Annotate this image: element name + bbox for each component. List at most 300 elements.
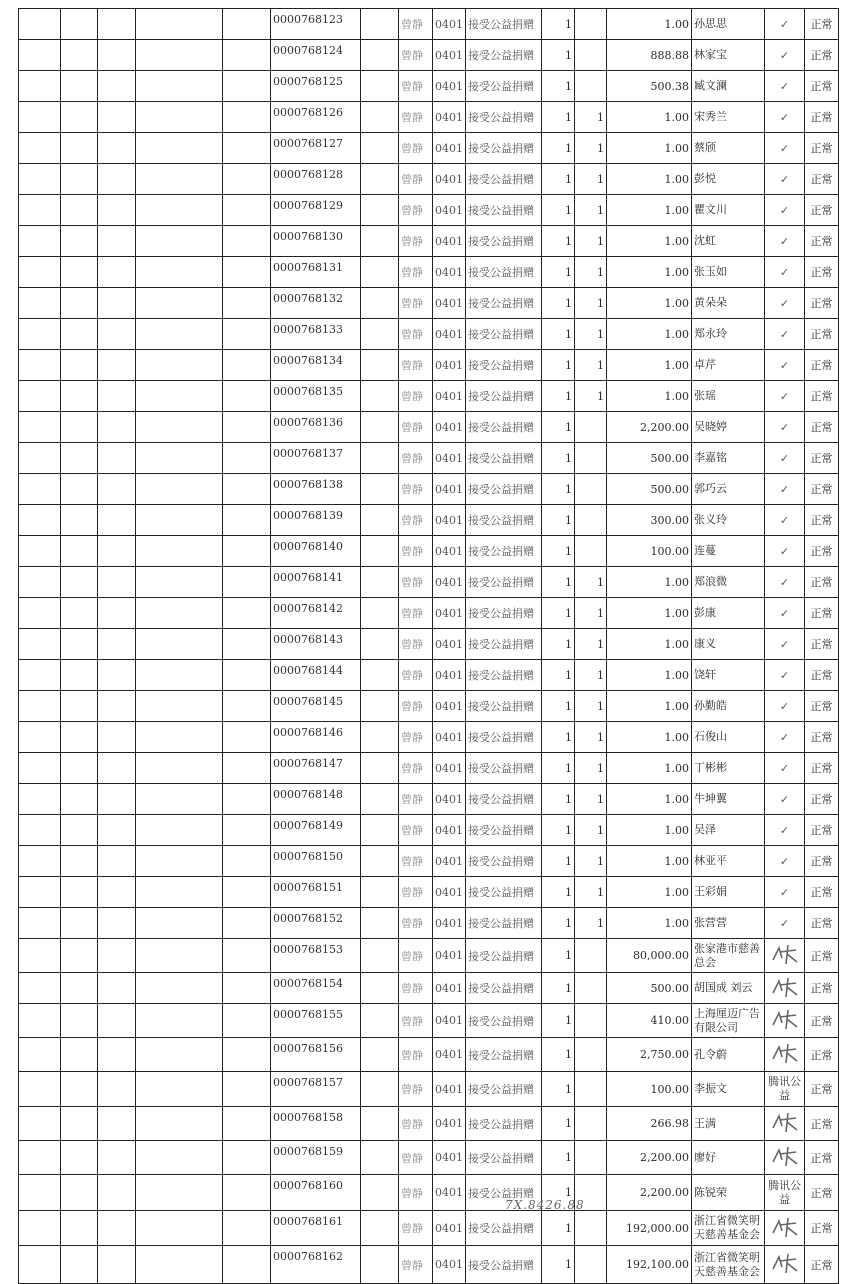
table-row (19, 660, 839, 691)
signature-cell (765, 1038, 805, 1072)
empty-cell (98, 40, 136, 71)
operator-cell: 曾静 (399, 973, 433, 1004)
empty-cell (98, 350, 136, 381)
count-cell: 1 (575, 288, 607, 319)
donor-name-cell: 张义玲 (692, 505, 765, 536)
check-mark-icon: ✓ (779, 389, 790, 403)
table-row (19, 973, 839, 1004)
operator-cell: 曾静 (399, 753, 433, 784)
table-row (19, 567, 839, 598)
empty-cell (361, 381, 399, 412)
amount-cell: 192,100.00 (607, 1246, 692, 1284)
voucher-id-cell: 0000768132 (271, 288, 361, 319)
empty-cell (136, 9, 223, 40)
empty-cell (361, 598, 399, 629)
signature-cell (765, 1141, 805, 1175)
signature-cell (765, 102, 805, 133)
table-row (19, 1004, 839, 1038)
amount-cell: 1.00 (607, 257, 692, 288)
empty-cell (223, 226, 271, 257)
empty-cell (136, 195, 223, 226)
table-row (19, 257, 839, 288)
signature-cell (765, 474, 805, 505)
table-row (19, 9, 839, 40)
account-code-cell: 0401 (433, 443, 466, 474)
donor-name-cell: 王彩娟 (692, 877, 765, 908)
empty-cell (361, 505, 399, 536)
voucher-id-cell: 0000768154 (271, 973, 361, 1004)
empty-cell (61, 660, 98, 691)
empty-cell (136, 784, 223, 815)
account-code-cell: 0401 (433, 195, 466, 226)
empty-cell (223, 1141, 271, 1175)
count-cell (575, 474, 607, 505)
donor-name-cell: 李嘉铭 (692, 443, 765, 474)
empty-cell (61, 319, 98, 350)
count-cell: 1 (575, 629, 607, 660)
empty-cell (98, 288, 136, 319)
empty-cell (361, 1141, 399, 1175)
empty-cell (19, 133, 61, 164)
empty-cell (361, 1004, 399, 1038)
count-cell (575, 536, 607, 567)
donor-name-cell: 浙江省微笑明天慈善基金会 (692, 1211, 765, 1246)
donor-name-cell: 林亚平 (692, 846, 765, 877)
empty-cell (223, 846, 271, 877)
empty-cell (19, 567, 61, 598)
operator-cell: 曾静 (399, 257, 433, 288)
amount-cell: 500.00 (607, 474, 692, 505)
check-mark-icon: ✓ (779, 761, 790, 775)
signature-cell (765, 753, 805, 784)
amount-cell: 1.00 (607, 567, 692, 598)
empty-cell (98, 381, 136, 412)
empty-cell (61, 133, 98, 164)
account-code-cell: 0401 (433, 939, 466, 973)
donor-name-cell: 李振文 (692, 1072, 765, 1107)
empty-cell (19, 1246, 61, 1284)
quantity-cell: 1 (542, 598, 575, 629)
quantity-cell: 1 (542, 1141, 575, 1175)
empty-cell (61, 71, 98, 102)
quantity-cell: 1 (542, 784, 575, 815)
account-code-cell: 0401 (433, 1004, 466, 1038)
empty-cell (361, 102, 399, 133)
empty-cell (61, 722, 98, 753)
voucher-id-cell: 0000768134 (271, 350, 361, 381)
empty-cell (361, 815, 399, 846)
operator-cell: 曾静 (399, 40, 433, 71)
voucher-id-cell: 0000768133 (271, 319, 361, 350)
amount-cell: 1.00 (607, 319, 692, 350)
empty-cell (61, 474, 98, 505)
operator-cell: 曾静 (399, 846, 433, 877)
empty-cell (136, 257, 223, 288)
voucher-id-cell: 0000768157 (271, 1072, 361, 1107)
table-row (19, 133, 839, 164)
status-cell: 正常 (805, 753, 839, 784)
table-row (19, 722, 839, 753)
table-row (19, 195, 839, 226)
count-cell: 1 (575, 133, 607, 164)
empty-cell (223, 505, 271, 536)
table-row (19, 1175, 839, 1211)
empty-cell (98, 722, 136, 753)
status-cell: 正常 (805, 536, 839, 567)
status-cell: 正常 (805, 257, 839, 288)
quantity-cell: 1 (542, 412, 575, 443)
empty-cell (136, 164, 223, 195)
empty-cell (98, 815, 136, 846)
empty-cell (223, 598, 271, 629)
empty-cell (223, 973, 271, 1004)
empty-cell (361, 722, 399, 753)
count-cell (575, 1107, 607, 1141)
operator-cell: 曾静 (399, 474, 433, 505)
signature-cell (765, 567, 805, 598)
check-mark-icon: ✓ (779, 668, 790, 682)
empty-cell (19, 505, 61, 536)
empty-cell (136, 350, 223, 381)
empty-cell (223, 784, 271, 815)
status-cell: 正常 (805, 412, 839, 443)
status-cell: 正常 (805, 443, 839, 474)
description-cell: 接受公益捐赠 (466, 443, 542, 474)
count-cell: 1 (575, 164, 607, 195)
handwritten-signature-icon (770, 1110, 800, 1134)
empty-cell (136, 908, 223, 939)
donor-name-cell: 丁彬彬 (692, 753, 765, 784)
account-code-cell: 0401 (433, 1211, 466, 1246)
amount-cell: 1.00 (607, 102, 692, 133)
empty-cell (61, 350, 98, 381)
signature-cell (765, 412, 805, 443)
status-cell: 正常 (805, 40, 839, 71)
count-cell: 1 (575, 319, 607, 350)
empty-cell (361, 412, 399, 443)
empty-cell (361, 257, 399, 288)
signature-cell (765, 9, 805, 40)
count-cell: 1 (575, 908, 607, 939)
donor-name-cell: 张瑶 (692, 381, 765, 412)
empty-cell (98, 691, 136, 722)
table-row (19, 629, 839, 660)
empty-cell (19, 815, 61, 846)
check-mark-icon: ✓ (779, 48, 790, 62)
count-cell: 1 (575, 350, 607, 381)
operator-cell: 曾静 (399, 567, 433, 598)
amount-cell: 1.00 (607, 598, 692, 629)
operator-cell: 曾静 (399, 164, 433, 195)
empty-cell (19, 474, 61, 505)
description-cell: 接受公益捐赠 (466, 319, 542, 350)
table-row (19, 443, 839, 474)
status-cell: 正常 (805, 9, 839, 40)
quantity-cell: 1 (542, 1211, 575, 1246)
amount-cell: 1.00 (607, 753, 692, 784)
description-cell: 接受公益捐赠 (466, 660, 542, 691)
empty-cell (223, 1107, 271, 1141)
donor-name-cell: 连蔓 (692, 536, 765, 567)
amount-cell: 1.00 (607, 784, 692, 815)
account-code-cell: 0401 (433, 505, 466, 536)
empty-cell (61, 288, 98, 319)
quantity-cell: 1 (542, 257, 575, 288)
voucher-id-cell: 0000768153 (271, 939, 361, 973)
account-code-cell: 0401 (433, 71, 466, 102)
empty-cell (361, 846, 399, 877)
operator-cell: 曾静 (399, 536, 433, 567)
voucher-id-cell: 0000768147 (271, 753, 361, 784)
description-cell: 接受公益捐赠 (466, 1141, 542, 1175)
description-cell: 接受公益捐赠 (466, 474, 542, 505)
empty-cell (61, 412, 98, 443)
donor-name-cell: 康义 (692, 629, 765, 660)
empty-cell (136, 939, 223, 973)
signature-cell (765, 722, 805, 753)
table-row (19, 505, 839, 536)
table-row (19, 939, 839, 973)
description-cell: 接受公益捐赠 (466, 257, 542, 288)
operator-cell: 曾静 (399, 9, 433, 40)
account-code-cell: 0401 (433, 846, 466, 877)
voucher-id-cell: 0000768128 (271, 164, 361, 195)
voucher-id-cell: 0000768156 (271, 1038, 361, 1072)
signature-cell (765, 784, 805, 815)
empty-cell (98, 1175, 136, 1211)
empty-cell (361, 226, 399, 257)
empty-cell (98, 784, 136, 815)
empty-cell (361, 753, 399, 784)
empty-cell (19, 877, 61, 908)
empty-cell (98, 973, 136, 1004)
empty-cell (61, 567, 98, 598)
voucher-id-cell: 0000768159 (271, 1141, 361, 1175)
empty-cell (98, 319, 136, 350)
empty-cell (61, 629, 98, 660)
account-code-cell: 0401 (433, 1072, 466, 1107)
empty-cell (98, 1246, 136, 1284)
check-mark-icon: ✓ (779, 265, 790, 279)
account-code-cell: 0401 (433, 381, 466, 412)
voucher-id-cell: 0000768130 (271, 226, 361, 257)
empty-cell (136, 102, 223, 133)
amount-cell: 1.00 (607, 846, 692, 877)
empty-cell (98, 474, 136, 505)
status-cell: 正常 (805, 319, 839, 350)
account-code-cell: 0401 (433, 1107, 466, 1141)
empty-cell (19, 319, 61, 350)
empty-cell (98, 1072, 136, 1107)
empty-cell (98, 71, 136, 102)
quantity-cell: 1 (542, 973, 575, 1004)
description-cell: 接受公益捐赠 (466, 1038, 542, 1072)
signature-cell (765, 660, 805, 691)
empty-cell (19, 939, 61, 973)
operator-cell: 曾静 (399, 1038, 433, 1072)
amount-cell: 2,200.00 (607, 412, 692, 443)
empty-cell (223, 350, 271, 381)
voucher-id-cell: 0000768146 (271, 722, 361, 753)
empty-cell (98, 753, 136, 784)
status-cell: 正常 (805, 350, 839, 381)
voucher-id-cell: 0000768155 (271, 1004, 361, 1038)
table-row (19, 1107, 839, 1141)
empty-cell (361, 660, 399, 691)
account-code-cell: 0401 (433, 257, 466, 288)
signature-cell (765, 443, 805, 474)
table-row (19, 288, 839, 319)
empty-cell (223, 629, 271, 660)
status-cell: 正常 (805, 691, 839, 722)
description-cell: 接受公益捐赠 (466, 133, 542, 164)
empty-cell (136, 1175, 223, 1211)
donor-name-cell: 饶轩 (692, 660, 765, 691)
quantity-cell: 1 (542, 1246, 575, 1284)
description-cell: 接受公益捐赠 (466, 877, 542, 908)
account-code-cell: 0401 (433, 691, 466, 722)
empty-cell (98, 629, 136, 660)
status-cell: 正常 (805, 846, 839, 877)
description-cell: 接受公益捐赠 (466, 71, 542, 102)
amount-cell: 1.00 (607, 815, 692, 846)
empty-cell (136, 691, 223, 722)
empty-cell (223, 691, 271, 722)
quantity-cell: 1 (542, 443, 575, 474)
empty-cell (61, 815, 98, 846)
operator-cell: 曾静 (399, 319, 433, 350)
signature-cell (765, 195, 805, 226)
empty-cell (136, 1141, 223, 1175)
quantity-cell: 1 (542, 1175, 575, 1211)
check-mark-icon: ✓ (779, 637, 790, 651)
empty-cell (19, 1107, 61, 1141)
voucher-id-cell: 0000768148 (271, 784, 361, 815)
voucher-id-cell: 0000768145 (271, 691, 361, 722)
account-code-cell: 0401 (433, 102, 466, 133)
count-cell (575, 443, 607, 474)
quantity-cell: 1 (542, 71, 575, 102)
description-cell: 接受公益捐赠 (466, 1072, 542, 1107)
description-cell: 接受公益捐赠 (466, 815, 542, 846)
empty-cell (361, 288, 399, 319)
empty-cell (223, 660, 271, 691)
empty-cell (136, 288, 223, 319)
empty-cell (136, 443, 223, 474)
status-cell: 正常 (805, 164, 839, 195)
empty-cell (19, 1038, 61, 1072)
empty-cell (61, 164, 98, 195)
operator-cell: 曾静 (399, 1246, 433, 1284)
empty-cell (223, 877, 271, 908)
quantity-cell: 1 (542, 753, 575, 784)
status-cell: 正常 (805, 877, 839, 908)
account-code-cell: 0401 (433, 474, 466, 505)
voucher-id-cell: 0000768125 (271, 71, 361, 102)
empty-cell (223, 908, 271, 939)
account-code-cell: 0401 (433, 660, 466, 691)
donor-name-cell: 张家港市慈善总会 (692, 939, 765, 973)
count-cell (575, 412, 607, 443)
quantity-cell: 1 (542, 536, 575, 567)
empty-cell (223, 1038, 271, 1072)
operator-cell: 曾静 (399, 784, 433, 815)
description-cell: 接受公益捐赠 (466, 691, 542, 722)
handwritten-signature-icon (770, 942, 800, 966)
amount-cell: 266.98 (607, 1107, 692, 1141)
quantity-cell: 1 (542, 226, 575, 257)
empty-cell (98, 102, 136, 133)
empty-cell (19, 691, 61, 722)
amount-cell: 500.00 (607, 973, 692, 1004)
empty-cell (361, 40, 399, 71)
empty-cell (361, 319, 399, 350)
amount-cell: 80,000.00 (607, 939, 692, 973)
account-code-cell: 0401 (433, 629, 466, 660)
table-row (19, 319, 839, 350)
status-cell: 正常 (805, 567, 839, 598)
signature-cell (765, 815, 805, 846)
donor-name-cell: 胡国成 刘云 (692, 973, 765, 1004)
quantity-cell: 1 (542, 908, 575, 939)
check-mark-icon: ✓ (779, 296, 790, 310)
signature-cell (765, 133, 805, 164)
empty-cell (98, 226, 136, 257)
account-code-cell: 0401 (433, 753, 466, 784)
donor-name-cell: 浙江省微笑明天慈善基金会 (692, 1246, 765, 1284)
voucher-id-cell: 0000768160 (271, 1175, 361, 1211)
table-row (19, 350, 839, 381)
account-code-cell: 0401 (433, 319, 466, 350)
empty-cell (223, 474, 271, 505)
status-cell: 正常 (805, 973, 839, 1004)
empty-cell (361, 567, 399, 598)
empty-cell (19, 1141, 61, 1175)
check-mark-icon: ✓ (779, 79, 790, 93)
empty-cell (61, 226, 98, 257)
empty-cell (19, 71, 61, 102)
amount-cell: 1.00 (607, 722, 692, 753)
empty-cell (361, 1072, 399, 1107)
empty-cell (98, 195, 136, 226)
donor-name-cell: 张玉如 (692, 257, 765, 288)
quantity-cell: 1 (542, 629, 575, 660)
empty-cell (361, 784, 399, 815)
empty-cell (98, 1004, 136, 1038)
empty-cell (61, 846, 98, 877)
check-mark-icon: ✓ (779, 544, 790, 558)
operator-cell: 曾静 (399, 1107, 433, 1141)
status-cell: 正常 (805, 908, 839, 939)
check-mark-icon: ✓ (779, 451, 790, 465)
empty-cell (61, 784, 98, 815)
empty-cell (136, 536, 223, 567)
operator-cell: 曾静 (399, 102, 433, 133)
count-cell: 1 (575, 722, 607, 753)
empty-cell (361, 1038, 399, 1072)
description-cell: 接受公益捐赠 (466, 505, 542, 536)
status-cell: 正常 (805, 1246, 839, 1284)
handwritten-signature-icon (770, 1144, 800, 1168)
operator-cell: 曾静 (399, 412, 433, 443)
empty-cell (136, 412, 223, 443)
amount-cell: 300.00 (607, 505, 692, 536)
quantity-cell: 1 (542, 505, 575, 536)
empty-cell (223, 815, 271, 846)
account-code-cell: 0401 (433, 567, 466, 598)
count-cell (575, 40, 607, 71)
handwritten-signature-icon (770, 1041, 800, 1065)
